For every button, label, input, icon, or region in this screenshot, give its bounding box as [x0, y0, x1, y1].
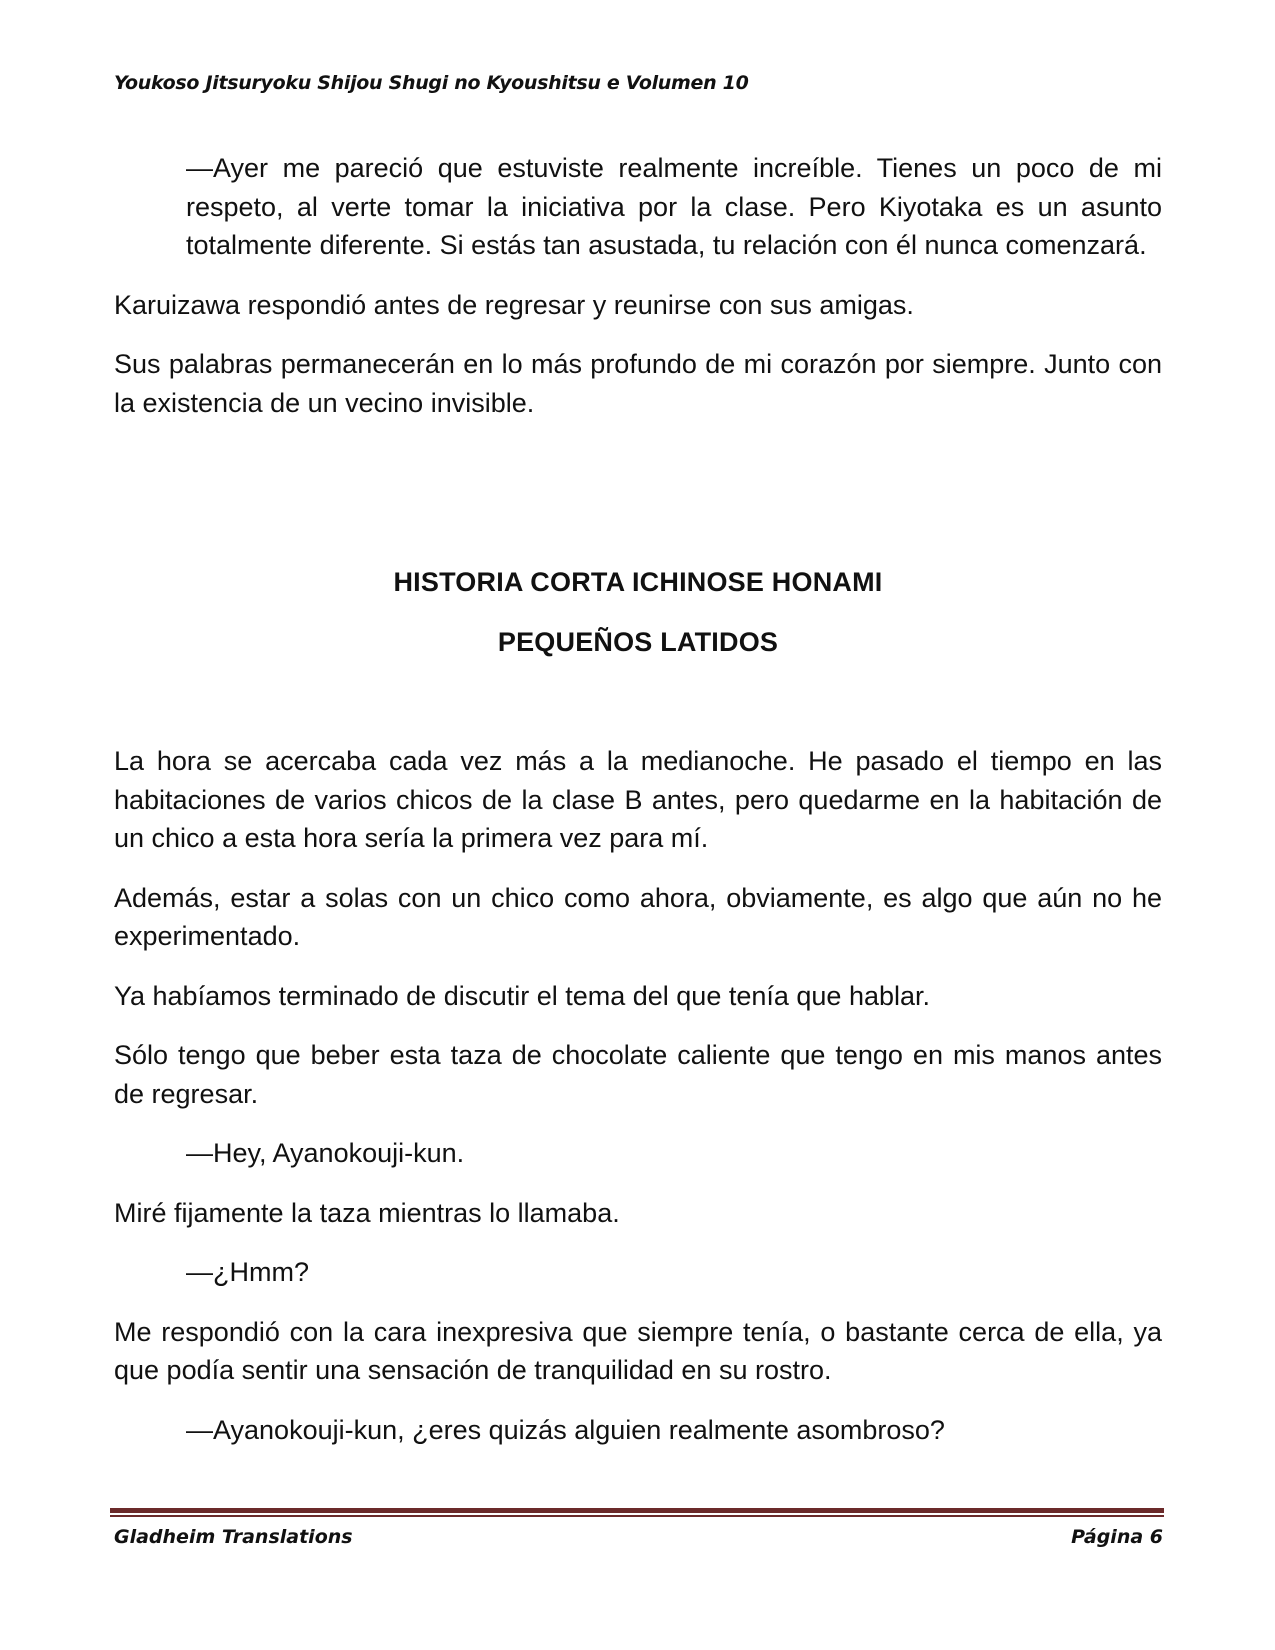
footer-translator-credit: Gladheim Translations — [114, 1526, 353, 1548]
section-spacer — [114, 443, 1162, 563]
paragraph-narration: Karuizawa respondió antes de regresar y reunirse con sus amigas. — [114, 289, 914, 320]
paragraph-narration: Ya habíamos terminado de discutir el tema del que tenía que hablar. — [114, 980, 931, 1011]
footer-divider — [110, 1508, 1164, 1518]
page-header-title: Youkoso Jitsuryoku Shijou Shugi no Kyoushitsu e Volumen 10 — [114, 72, 749, 94]
paragraph-narration: Sólo tengo que beber esta taza de chocolate caliente que tengo en mis manos antes de regresar. — [114, 1040, 1162, 1109]
paragraph-dialogue: —Ayanokouji-kun, ¿eres quizás alguien realmente asombroso? — [186, 1414, 945, 1445]
title-spacer — [114, 683, 1162, 742]
paragraph-narration: Además, estar a solas con un chico como ahora, obviamente, es algo que aún no he experimentado. — [114, 882, 1162, 951]
footer-divider-thin — [110, 1515, 1164, 1517]
paragraph-dialogue: —¿Hmm? — [186, 1257, 309, 1287]
section-title: HISTORIA CORTA ICHINOSE HONAMI — [393, 567, 883, 597]
paragraph-dialogue: —Hey, Ayanokouji-kun. — [186, 1138, 465, 1168]
paragraph-dialogue-karuizawa: —Ayer me pareció que estuviste realmente increíble. Tienes un poco de mi respeto, al verte tomar la iniciativa por la clase. Pero Kiyotaka es un asunto totalmente diferente. Si estás tan asustada, tu relación con él nunca comenzará. — [186, 153, 1162, 260]
paragraph-narration: Me respondió con la cara inexpresiva que siempre tenía, o bastante cerca de ella, ya que podía sentir una sensación de tranquilidad en su rostro. — [114, 1316, 1162, 1385]
section-subtitle: PEQUEÑOS LATIDOS — [497, 627, 779, 657]
paragraph-narration: Sus palabras permanecerán en lo más profundo de mi corazón por siempre. Junto con la existencia de un vecino invisible. — [114, 349, 1162, 418]
paragraph-narration: Miré fijamente la taza mientras lo llamaba. — [114, 1197, 620, 1228]
footer-page-number: Página 6 — [1071, 1526, 1163, 1548]
page-content — [114, 149, 1162, 1470]
paragraph-narration: La hora se acercaba cada vez más a la medianoche. He pasado el tiempo en las habitaciones de varios chicos de la clase B antes, pero quedarme en la habitación de un chico a esta hora sería la primera vez para mí. — [114, 746, 1162, 853]
footer-divider-thick — [110, 1508, 1164, 1513]
